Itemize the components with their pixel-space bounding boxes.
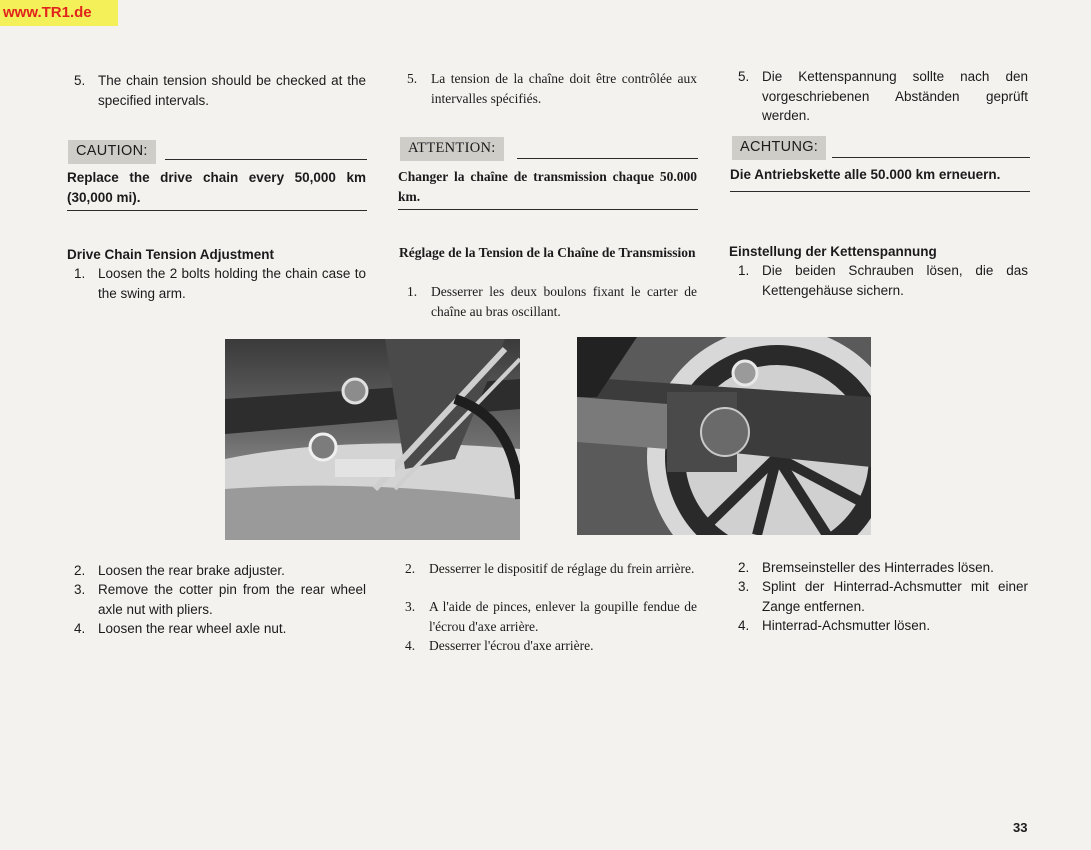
step-number: 4. <box>405 638 416 653</box>
caution-label: ATTENTION: <box>400 137 504 161</box>
step-number: 2. <box>405 561 416 576</box>
step-text: Loosen the 2 bolts holding the chain case to the swing arm. <box>98 266 366 301</box>
de-step-3 <box>738 577 1028 616</box>
step-number: 1. <box>738 263 750 278</box>
step-text: Die Kettenspannung sollte nach den vorgeschriebenen Abständen geprüft werden. <box>762 69 1028 123</box>
step-number: 4. <box>74 621 86 636</box>
divider <box>67 210 367 211</box>
fr-step-5 <box>407 69 697 108</box>
step-text: Desserrer les deux boulons fixant le carter de chaîne au bras oscillant. <box>431 284 697 319</box>
step-text: Splint der Hinterrad-Achsmutter mit einer Zange entfernen. <box>762 579 1028 614</box>
section-heading: Einstellung der Kettenspannung <box>729 244 937 259</box>
de-step-1 <box>738 261 1028 300</box>
step-text: Remove the cotter pin from the rear wheel axle nut with pliers. <box>98 582 366 617</box>
photo-chain-case-bolts <box>225 339 520 540</box>
step-number: 2. <box>74 563 86 578</box>
caution-text: Changer la chaîne de transmission chaque 50.000 km. <box>398 169 697 204</box>
section-heading: Drive Chain Tension Adjustment <box>67 247 275 262</box>
step-text: A l'aide de pinces, enlever la goupille fendue de l'écrou d'axe arrière. <box>429 599 697 634</box>
step-text: Hinterrad-Achsmutter lösen. <box>762 618 931 633</box>
step-number: 4. <box>738 618 750 633</box>
fr-step-3 <box>405 597 697 636</box>
fr-step-2 <box>405 559 697 579</box>
caution-label: ACHTUNG: <box>732 136 826 160</box>
divider <box>398 209 698 210</box>
step-text: Desserrer le dispositif de réglage du frein arrière. <box>429 561 695 576</box>
en-step-4 <box>74 619 366 639</box>
step-text: Bremseinsteller des Hinterrades lösen. <box>762 560 994 575</box>
step-text: Desserrer l'écrou d'axe arrière. <box>429 638 594 653</box>
caution-label: CAUTION: <box>68 140 156 164</box>
de-step-5 <box>738 67 1028 126</box>
step-text: Loosen the rear brake adjuster. <box>98 563 285 578</box>
step-number: 1. <box>407 284 418 299</box>
en-step-2 <box>74 561 366 581</box>
step-number: 5. <box>74 73 86 88</box>
en-step-5 <box>74 71 366 110</box>
step-number: 3. <box>405 599 416 614</box>
en-step-3 <box>74 580 366 619</box>
step-number: 1. <box>74 266 86 281</box>
step-number: 5. <box>738 69 750 84</box>
section-heading: Réglage de la Tension de la Chaîne de Transmission <box>399 245 696 260</box>
step-text: Loosen the rear wheel axle nut. <box>98 621 287 636</box>
step-number: 3. <box>74 582 86 597</box>
de-step-2 <box>738 558 1028 578</box>
step-number: 2. <box>738 560 750 575</box>
step-text: Die beiden Schrauben lösen, die das Kettengehäuse sichern. <box>762 263 1028 298</box>
divider <box>517 158 698 159</box>
step-text: The chain tension should be checked at the specified intervals. <box>98 73 366 108</box>
divider <box>730 191 1030 192</box>
divider <box>832 157 1030 158</box>
fr-step-1 <box>407 282 697 321</box>
de-step-4 <box>738 616 1028 636</box>
divider <box>165 159 367 160</box>
fr-step-4 <box>405 636 697 656</box>
step-number: 3. <box>738 579 750 594</box>
photo-rear-axle <box>577 337 871 535</box>
page-number: 33 <box>1013 820 1028 835</box>
caution-text: Die Antriebskette alle 50.000 km erneuern. <box>730 167 1001 182</box>
step-text: La tension de la chaîne doit être contrôlée aux intervalles spécifiés. <box>431 71 697 106</box>
step-number: 5. <box>407 71 418 86</box>
watermark: www.TR1.de <box>0 0 118 26</box>
caution-text: Replace the drive chain every 50,000 km (30,000 mi). <box>67 170 366 205</box>
en-step-1 <box>74 264 366 303</box>
